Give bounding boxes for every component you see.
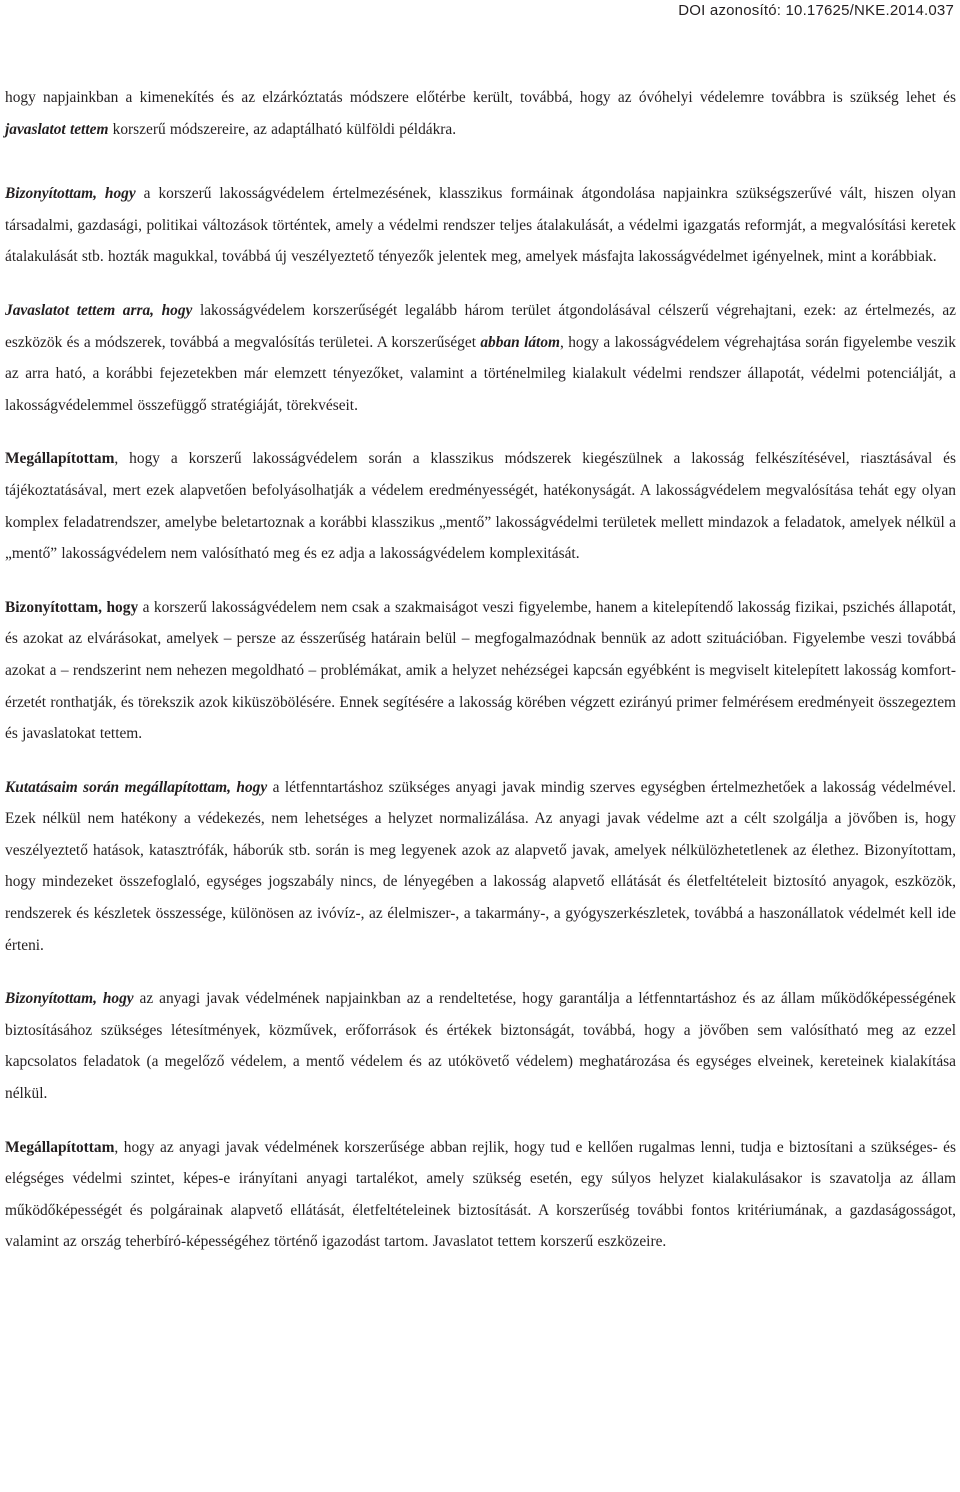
paragraph xyxy=(5,443,956,569)
text-run: , hogy az anyagi javak védelmének korszerűsége abban rejlik, hogy tud e kellően rugalmas lenni, tudja e biztosítani a szükséges- és elégséges védelmi szintet, képes-e irányítani anyagi tartalékot, amely szükség esetén, egy súlyos helyzet kialakulásakor is szavatolja az állam működőképességét és polgárainak alapvető ellátását, életfeltételeinek biztosítását. A korszerűség további fontos kritériumának, a gazdaságosságot, valamint az ország teherbíró-képességéhez történő igazodást tartom. Javaslatot tettem korszerű eszközeire. xyxy=(5,1138,956,1251)
doi-header: DOI azonosító: 10.17625/NKE.2014.037 xyxy=(678,2,954,19)
emphasized-text: Bizonyítottam, hogy xyxy=(5,185,136,203)
paragraph xyxy=(5,772,956,962)
paragraph xyxy=(5,983,956,1109)
emphasized-text: Bizonyítottam, hogy xyxy=(5,598,139,616)
text-run: , hogy a korszerű lakosságvédelem során a klasszikus módszerek kiegészülnek a lakosság felkészítésével, riasztásával és tájékoztatásával, mert ezek alapvetően befolyásolhatják a védelem eredményességét, hatékonyságát. A lakosságvédelem megvalósítása tehát egy olyan komplex feladatrendszer, amelybe beletartoznak a korábbi klasszikus „mentő” lakosságvédelmi területek mellett mindazok a feladatok, amelyek nélkül a „mentő” lakosságvédelem nem valósítható meg és ez adja a lakosságvédelem komplexitását. xyxy=(5,450,956,563)
emphasized-text: Kutatásaim során megállapítottam, hogy xyxy=(5,778,268,796)
paragraph xyxy=(5,592,956,750)
emphasized-text: Megállapítottam xyxy=(5,450,115,468)
text-run: lakosságvédelem korszerűségét legalább három terület átgondolásával célszerű végrehajtani, ezek: az értelmezés, az eszközök és a módszerek, továbbá a megvalósítás területei. A korszerűséget xyxy=(5,301,956,351)
text-run: hogy napjainkban a kimenekítés és az elzárkóztatás módszere előtérbe került, továbbá, hogy az óvóhelyi védelemre továbbra is szükség lehet és xyxy=(5,89,956,106)
text-run: a korszerű lakosságvédelem nem csak a szakmaiságot veszi figyelembe, hanem a kitelepítendő lakosság fizikai, pszichés állapotát, és azokat az elvárásokat, amelyek – persze az ésszerűség határain belül – megfogalmazódnak bennük az adott szituációban. Figyelembe veszi továbbá azokat a – rendszerint nem nehezen megoldható – problémákat, amik a helyzet nehézségei kapcsán egyébként is megviselt kitelepített lakosság komfort-érzetét ronthatják, és törekszik azok kiküszöbölésére. Ennek segítésére a lakosság körében végzett ezirányú primer felmérésem eredményeit összegeztem és javaslatokat tettem. xyxy=(5,598,956,743)
text-run: a korszerű lakosságvédelem értelmezésének, klasszikus formáinak átgondolása napjainkra szükségszerűvé vált, hiszen olyan társadalmi, gazdasági, politikai változások történtek, amely a védelmi rendszer teljes átalakulását, a védelmi igazgatás reformját, a megvalósítási keretek átalakulását stb. hozták magukkal, továbbá új veszélyeztető tényezők jelentek meg, amelyek másfajta lakosságvédelmet igényelnek, mint a korábbiak. xyxy=(5,185,956,266)
text-run: a létfenntartáshoz szükséges anyagi javak mindig szerves egységben értelmezhetőek a lakosság védelmével. Ezek nélkül nem hatékony a védekezés, nem lehetséges a helyzet normalizálása. Az anyagi javak védelme azt a célt szolgálja a jövőben is, hogy veszélyeztető hatások, katasztrófák, háborúk stb. során is meg legyenek azok az alapvető javak, amelyek nélkülözhetetlenek az élethez. Bizonyítottam, hogy mindezeket összefoglaló, egységes jogszabály nincs, de lényegében a lakosság alapvető ellátását és életfeltételeit biztosító anyagok, eszközök, rendszerek és készletek összessége, különösen az ivóvíz-, az élelmiszer-, a takarmány-, a gyógyszerkészletek, továbbá a haszonállatok védelmét kell ide érteni. xyxy=(5,778,956,954)
paragraph xyxy=(5,295,956,421)
text-run: korszerű módszereire, az adaptálható külföldi példákra. xyxy=(108,120,457,138)
paragraph xyxy=(5,82,956,145)
emphasized-text: Javaslatot tettem arra, hogy xyxy=(5,301,193,319)
emphasized-text: Megállapítottam xyxy=(5,1138,115,1156)
emphasized-text: abban látom xyxy=(480,333,560,351)
paragraph xyxy=(5,1132,956,1258)
document-body xyxy=(5,82,956,1280)
paragraph xyxy=(5,178,956,273)
text-run: , hogy a lakosságvédelem végrehajtása során figyelembe veszik az arra ható, a korábbi fejezetekben már elemzett tényezőket, valamint a történelmileg kialakult védelmi rendszer állapotát, védelmi potenciálját, a lakosságvédelemmel összefüggő stratégiáját, törekvéseit. xyxy=(5,333,956,414)
emphasized-text: Bizonyítottam, hogy xyxy=(5,990,134,1008)
text-run: az anyagi javak védelmének napjainkban az a rendeltetése, hogy garantálja a létfenntartáshoz és az állam működőképességének biztosításához szükséges létesítmények, közművek, erőforrások és értékek biztonságát, továbbá, hogy a jövőben sem valósítható meg az ezzel kapcsolatos feladatok (a megelőző védelem, a mentő védelem és az utókövető védelem) meghatározása és egységes elveinek, kereteinek kialakítása nélkül. xyxy=(5,990,956,1103)
emphasized-text: javaslatot tettem xyxy=(5,120,109,138)
